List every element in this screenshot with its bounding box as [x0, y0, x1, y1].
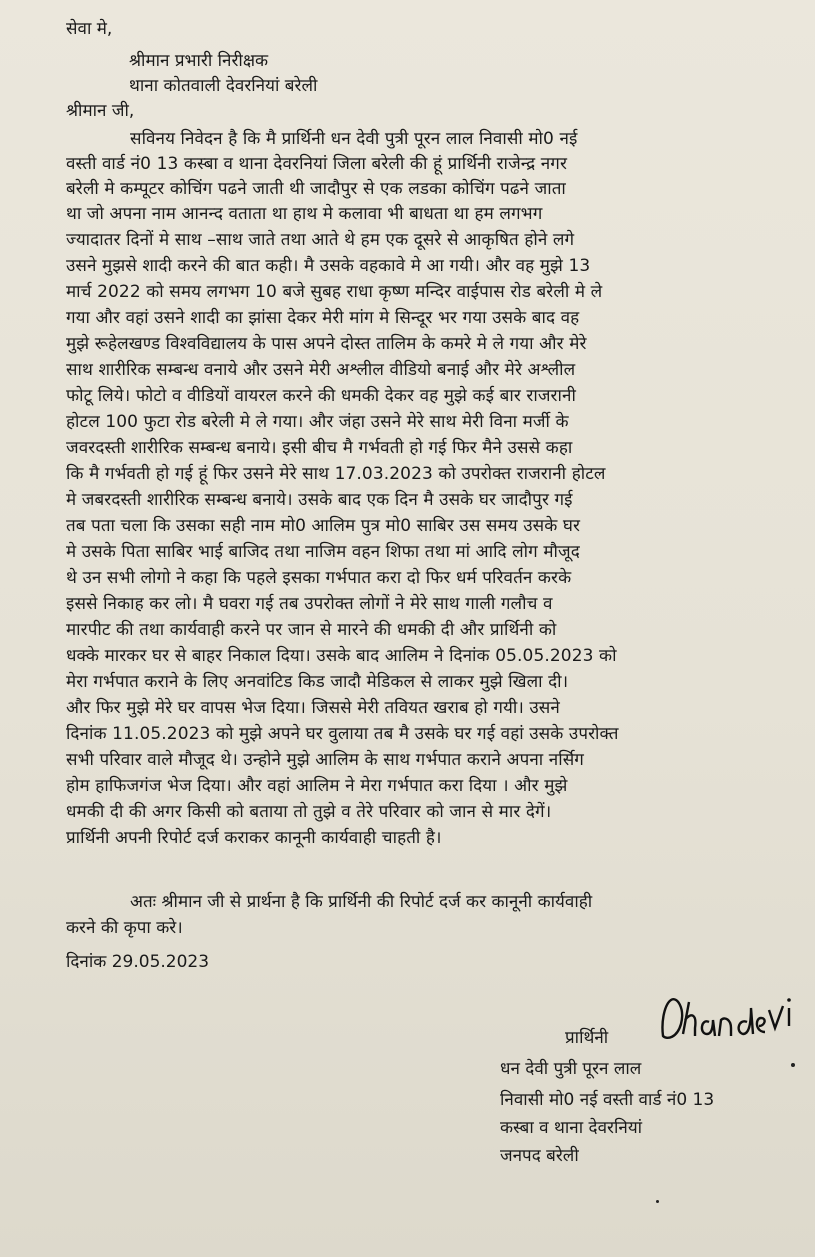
- body-line: साथ शारीरिक सम्बन्ध वनाये और उसने मेरी अश्लील वीडियो बनाई और मेरे अश्लील: [66, 360, 576, 380]
- signature-label: प्रार्थिनी: [565, 1028, 609, 1048]
- body-line: मे उसके पिता साबिर भाई बाजिद तथा नाजिम वहन शिफा तथा मां आदि लोग मौजूद: [66, 542, 580, 562]
- request-line-cont: करने की कृपा करे।: [66, 918, 183, 938]
- applicant-address-3: जनपद बरेली: [500, 1146, 579, 1166]
- applicant-address-1: निवासी मो0 नई वस्ती वार्ड नं0 13: [500, 1090, 715, 1110]
- body-line: और फिर मुझे मेरे घर वापस भेज दिया। जिससे मेरी तवियत खराब हो गयी। उसने: [66, 698, 560, 718]
- body-line: इससे निकाह कर लो। मै घवरा गई तब उपरोक्त लोगों ने मेरे साथ गाली गलौच व: [66, 594, 553, 614]
- request-line: अतः श्रीमान जी से प्रार्थना है कि प्रार्थिनी की रिपोर्ट दर्ज कर कानूनी कार्यवाही: [130, 892, 593, 912]
- body-line: धमकी दी की अगर किसी को बताया तो तुझे व तेरे परिवार को जान से मार देगें।: [66, 802, 552, 822]
- body-line: थे उन सभी लोगो ने कहा कि पहले इसका गर्भपात करा दो फिर धर्म परिवर्तन करके: [66, 568, 572, 588]
- body-line: उसने मुझसे शादी करने की बात कही। मै उसके वहकावे मे आ गयी। और वह मुझे 13: [66, 256, 591, 276]
- recipient-station: थाना कोतवाली देवरनियां बरेली: [129, 76, 318, 96]
- body-line: तब पता चला कि उसका सही नाम मो0 आलिम पुत्र मो0 साबिर उस समय उसके घर: [66, 516, 581, 536]
- body-line: होम हाफिजगंज भेज दिया। और वहां आलिम ने मेरा गर्भपात करा दिया । और मुझे: [66, 776, 568, 796]
- applicant-address-2: कस्बा व थाना देवरनियां: [500, 1118, 643, 1138]
- body-line: सविनय निवेदन है कि मै प्रार्थिनी धन देवी पुत्री पूरन लाल निवासी मो0 नई: [130, 129, 578, 149]
- ink-dot: [656, 1200, 659, 1203]
- body-line: ज्यादातर दिनों मे साथ –साथ जाते तथा आते थे हम एक दूसरे से आकृषित होने लगे: [66, 230, 575, 250]
- body-line: जवरदस्ती शारीरिक सम्बन्ध बनाये। इसी बीच मै गर्भवती हो गई फिर मैने उससे कहा: [66, 438, 573, 458]
- body-line: बरेली मे कम्पूटर कोचिंग पढने जाती थी जादौपुर से एक लडका कोचिंग पढने जाता: [66, 179, 566, 199]
- body-line: कि मै गर्भवती हो गई हूं फिर उसने मेरे साथ 17.03.2023 को उपरोक्त राजरानी होटल: [66, 464, 606, 484]
- letter-date: दिनांक 29.05.2023: [66, 952, 210, 972]
- body-line: गया और वहां उसने शादी का झांसा देकर मेरी मांग मे सिन्दूर भर गया उसके बाद वह: [66, 308, 580, 328]
- handwritten-signature: [655, 978, 795, 1048]
- salutation: श्रीमान जी,: [66, 101, 135, 121]
- body-line: होटल 100 फुटा रोड बरेली मे ले गया। और जंहा उसने मेरे साथ मेरी विना मर्जी के: [66, 412, 569, 432]
- body-line: मारपीट की तथा कार्यवाही करने पर जान से मारने की धमकी दी और प्रार्थिनी को: [66, 620, 557, 640]
- ink-dot: [791, 1063, 795, 1067]
- applicant-name: धन देवी पुत्री पूरन लाल: [500, 1059, 642, 1079]
- body-line: धक्के मारकर घर से बाहर निकाल दिया। उसके बाद आलिम ने दिनांक 05.05.2023 को: [66, 646, 617, 666]
- body-line: मार्च 2022 को समय लगभग 10 बजे सुबह राधा कृष्ण मन्दिर वाईपास रोड बरेली मे ले: [66, 282, 603, 302]
- body-line: वस्ती वार्ड नं0 13 कस्बा व थाना देवरनियां जिला बरेली की हूं प्रार्थिनी राजेन्द्र नगर: [66, 154, 568, 174]
- body-line: मेरा गर्भपात कराने के लिए अनवांटिड किड जादौ मेडिकल से लाकर मुझे खिला दी।: [66, 672, 569, 692]
- body-line: फोटू लिये। फोटो व वीडियों वायरल करने की धमकी देकर वह मुझे कई बार राजरानी: [66, 386, 576, 406]
- seva-me: सेवा मे,: [66, 19, 113, 39]
- recipient-title: श्रीमान प्रभारी निरीक्षक: [129, 51, 269, 71]
- body-line: मुझे रूहेलखण्ड विश्वविद्यालय के पास अपने दोस्त तालिम के कमरे मे ले गया और मेरे: [66, 334, 587, 354]
- body-line: प्रार्थिनी अपनी रिपोर्ट दर्ज कराकर कानूनी कार्यवाही चाहती है।: [66, 828, 442, 848]
- body-line: मे जबरदस्ती शारीरिक सम्बन्ध बनाये। उसके बाद एक दिन मै उसके घर जादौपुर गई: [66, 490, 573, 510]
- body-line: सभी परिवार वाले मौजूद थे। उन्होने मुझे आलिम के साथ गर्भपात कराने अपना नर्सिग: [66, 750, 584, 770]
- body-line: था जो अपना नाम आनन्द वताता था हाथ मे कलावा भी बाधता था हम लगभग: [66, 204, 543, 224]
- body-line: दिनांक 11.05.2023 को मुझे अपने घर वुलाया तब मै उसके घर गई वहां उसके उपरोक्त: [66, 724, 619, 744]
